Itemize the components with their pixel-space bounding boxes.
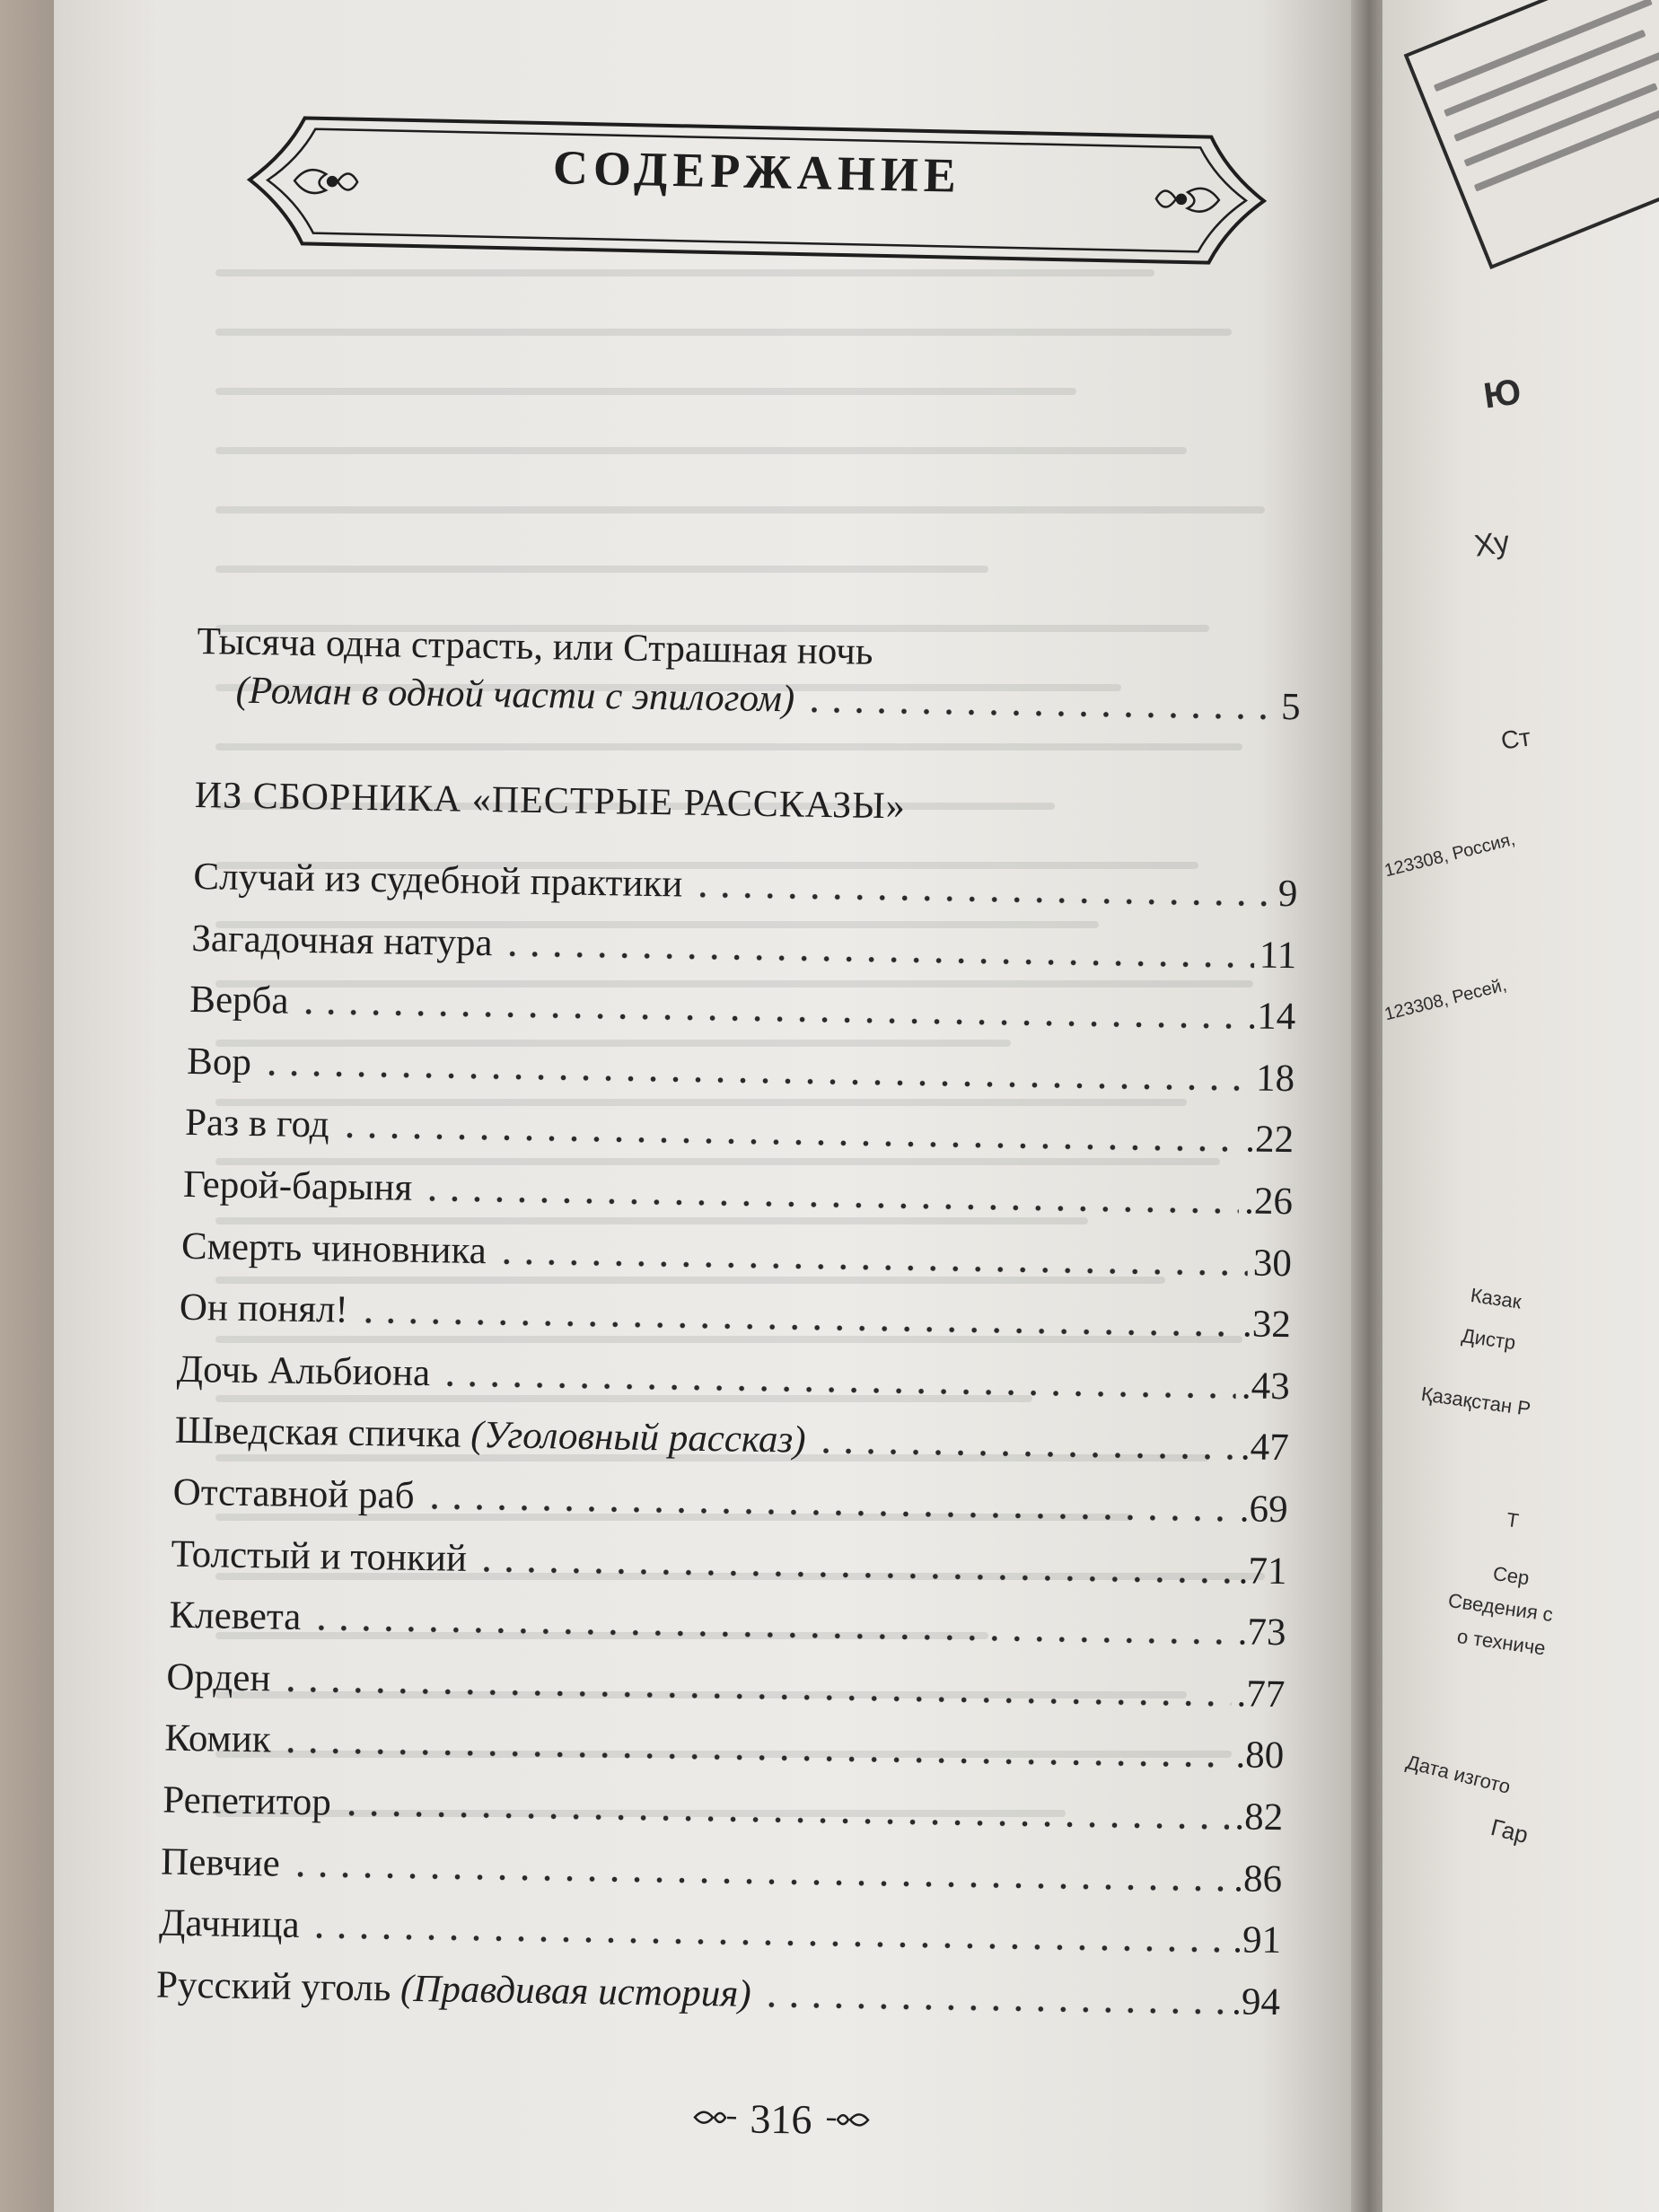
toc-entry-title: Дачница bbox=[158, 1901, 300, 1947]
page-title: СОДЕРЖАНИЕ bbox=[552, 140, 962, 203]
stamp-block bbox=[1404, 0, 1659, 269]
dot-leader bbox=[691, 891, 1273, 908]
first-entry-title: Тысяча одна страсть, или Страшная ночь bbox=[197, 619, 873, 673]
left-flourish-icon bbox=[692, 2103, 737, 2131]
toc-entry-note: (Уголовный рассказ) bbox=[470, 1414, 806, 1462]
toc-entry-title: Шведская спичка (Уголовный рассказ) bbox=[174, 1409, 806, 1462]
toc-entry-title: Смерть чиновника bbox=[180, 1224, 487, 1272]
toc-entry-page: 18 bbox=[1255, 1057, 1295, 1101]
toc-entry-page: .69 bbox=[1239, 1488, 1288, 1532]
toc-entry-title: Русский уголь (Правдивая история) bbox=[155, 1963, 752, 2015]
right-page bbox=[1382, 0, 1659, 2212]
first-entry-subtitle: (Роман в одной части с эпилогом) bbox=[235, 669, 795, 721]
page-footer bbox=[664, 2090, 899, 2147]
right-page-fragment: Казак bbox=[1469, 1284, 1523, 1313]
toc-entry-page: 30 bbox=[1252, 1242, 1293, 1285]
right-page-fragment: Ю bbox=[1481, 372, 1523, 417]
right-page-fragment: Сер bbox=[1491, 1562, 1531, 1590]
toc-entry-title: Верба bbox=[189, 979, 289, 1023]
toc-entry-title: Клевета bbox=[169, 1593, 302, 1639]
right-page-fragment: 123308, Ресей, bbox=[1382, 975, 1509, 1025]
toc-entry-page: 9 bbox=[1277, 872, 1298, 916]
page-number: 316 bbox=[750, 2094, 812, 2143]
toc-entry-page: .73 bbox=[1237, 1611, 1286, 1655]
toc-entry-page: .80 bbox=[1235, 1734, 1285, 1778]
toc-entry-title: Случай из судебной практики bbox=[193, 855, 683, 906]
toc-entry-title: Дочь Альбиона bbox=[176, 1347, 431, 1394]
toc-entry-page: .32 bbox=[1242, 1303, 1292, 1347]
toc-entry-page: .82 bbox=[1234, 1795, 1284, 1839]
toc-entry-title: Вор bbox=[186, 1040, 252, 1084]
toc-entry-title: Он понял! bbox=[179, 1286, 349, 1331]
toc-entry-title: Орден bbox=[166, 1655, 271, 1700]
toc-entry-title: Отставной раб bbox=[172, 1470, 415, 1517]
toc-entry-title: Певчие bbox=[160, 1840, 281, 1885]
right-page-fragment: Дата изгото bbox=[1403, 1751, 1514, 1798]
toc-entry-page: .47 bbox=[1240, 1426, 1290, 1470]
toc-entry-title: Герой-барыня bbox=[182, 1163, 413, 1209]
title-banner bbox=[239, 99, 1275, 282]
toc-entry-page: .94 bbox=[1231, 1980, 1281, 2023]
right-page-fragment: Дистр bbox=[1460, 1324, 1517, 1355]
toc-entry-title: Толстый и тонкий bbox=[171, 1532, 468, 1580]
toc-entry-page: .43 bbox=[1241, 1365, 1291, 1409]
toc-entry-title: Комик bbox=[164, 1716, 272, 1761]
toc-entry-page: .26 bbox=[1243, 1180, 1294, 1224]
dot-leader bbox=[803, 707, 1276, 721]
right-page-fragment: Қазақстан Р bbox=[1419, 1382, 1532, 1420]
right-page-fragment: Ст bbox=[1499, 723, 1533, 755]
dot-leader bbox=[759, 2001, 1226, 2015]
right-page-fragment: Ху bbox=[1472, 524, 1512, 564]
book-gutter bbox=[1351, 0, 1387, 2212]
right-flourish-icon bbox=[824, 2106, 869, 2134]
first-entry-page: 5 bbox=[1280, 685, 1301, 729]
section-heading: ИЗ СБОРНИКА «ПЕСТРЫЕ РАССКАЗЫ» bbox=[194, 774, 907, 828]
toc-entry-title: Раз в год bbox=[184, 1102, 330, 1146]
toc-entry-page: .71 bbox=[1238, 1549, 1287, 1593]
toc-entry-page: .14 bbox=[1247, 995, 1296, 1039]
right-page-fragment: Т bbox=[1505, 1508, 1521, 1532]
toc-entry-page: .22 bbox=[1244, 1118, 1295, 1162]
toc-entry-page: .86 bbox=[1233, 1856, 1283, 1900]
toc-entry-title: Загадочная натура bbox=[191, 917, 493, 964]
toc-entry-page: .91 bbox=[1232, 1918, 1282, 1962]
toc-entry-page: 11 bbox=[1259, 934, 1297, 977]
right-page-fragment: Сведения с bbox=[1446, 1589, 1555, 1627]
toc-entry-note: (Правдивая история) bbox=[399, 1967, 752, 2015]
right-page-fragment: Гар bbox=[1488, 1813, 1532, 1849]
toc-entry-page: .77 bbox=[1236, 1672, 1286, 1716]
right-page-fragment: 123308, Россия, bbox=[1382, 829, 1517, 882]
toc-entry-title: Репетитор bbox=[162, 1778, 332, 1824]
dot-leader bbox=[814, 1447, 1234, 1461]
right-page-fragment: о техниче bbox=[1455, 1625, 1548, 1660]
